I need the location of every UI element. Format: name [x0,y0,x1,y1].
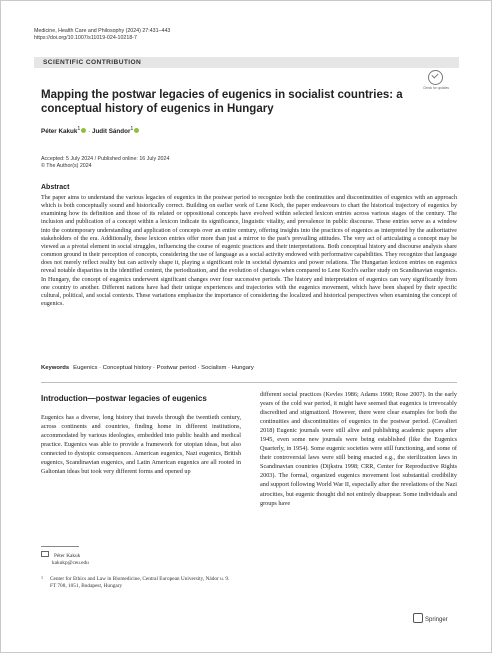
abstract-heading: Abstract [41,184,70,191]
author-name[interactable]: Judit Sándor [91,128,131,136]
publication-dates [41,156,169,170]
keywords-label: Keywords [41,365,70,371]
author-name[interactable]: Péter Kakuk [41,128,78,136]
check-updates-icon[interactable] [428,70,443,85]
left-column [41,394,241,476]
doi-link[interactable]: https://doi.org/10.1007/s11019-024-10218-7 [34,35,137,41]
author-affiliation-mark: 1 [130,126,134,132]
keywords-line [41,365,254,371]
journal-citation: Medicine, Health Care and Philosophy (2024) 27:431–443 [34,28,171,34]
publisher-name: Springer [425,617,448,623]
publisher-logo [413,613,448,623]
section-label-bar [34,57,459,68]
author-affiliation-mark: 1 [77,126,81,132]
accepted-published-dates: Accepted: 5 July 2024 / Published online: 16 July 2024 [41,156,170,162]
keywords-list: Eugenics · Conceptual history · Postwar period · Socialism · Hungary [73,365,254,371]
abstract-text: The paper aims to understand the various legacies of eugenics in the postwar period to recognize both the continuities and discontinuities of eugenics with an approach which is both conceptually sound and historically correct. Building on earlier work of Lene Koch, the paper endeavours to chart the historical trajectory of eugenics by examining how its definition and those of its related or oppositional concepts have evolved within selected lexicon entries across various stages of the century. The inclusion and publication of a concept within a lexicon indicate its significance, linguistic vitality, and prevalence in public discourse. These entries serve as a window into the contemporary understanding and application of concepts over an entire century, offering insights into the practices of eugenics as interpreted by the authoritative stakeholders of the era. Additionally, these lexicon entries offer more than just a mirror to the past's prevailing attitudes. The very act of articulating a concept may be viewed as a pivotal element in social struggles, influencing the course of eugenic practices and their interpretations. Both conceptual history and discourse analysis share common ground in their perception of concepts, considering the use of language as a social activity endowed with performative capabilities. They recognize that language does not merely reflect reality but can actively shape it, playing a significant role in societal dynamics and power relations. The Hungarian lexicon entries on eugenics reveal notable disparities in the identified content, the periodization, and the evolution of changes when compared to Lene Koch's earlier study on Scandinavian eugenics. In Hungary, the concept of eugenics underwent significant changes over four successive periods. The history and interpretation of eugenics can vary significantly from one country to another. Different nations have had their unique experiences and trajectories with the eugenics movement, which have been shaped by their specific cultural, political, and social contexts. These variations emphasize the importance of considering the localized and historical perspectives when examining the concept of eugenics. [41,195,457,308]
introduction-text-left: Eugenics has a diverse, long history that travels through the twentieth century, across continents and countries, finding home in different institutions, accommodated by various ideologies, embedded into public health and medical practice. Eugenics was able to provide a framework for utopian ideas, but also connected to dystopic consequences. American eugenics, Nazi eugenics, British eugenics, Scandinavian eugenics, and Latin American eugenics are all rooted in Galtonian ideas but took very different forms and opened up [41,414,241,476]
check-updates-label[interactable]: Check for updates [423,86,449,90]
right-column [260,390,457,508]
section-label: SCIENTIFIC CONTRIBUTION [43,58,142,66]
orcid-icon[interactable] [134,128,139,133]
introduction-heading: Introduction—postwar legacies of eugenics [41,394,207,403]
contact-email[interactable]: kakukp@ceu.edu [52,559,89,566]
copyright-notice: © The Author(s) 2024 [41,163,92,169]
introduction-text-right: different social practices (Kevles 1986; Adams 1990; Rose 2007). In the early years of the cold war period, it might have seemed that eugenics is irrevocably discredited and stigmatized. However, there were clear examples for both the continuities and discontinuities of eugenics in the postwar period. (Cavalieri 2018) Eugenic journals were still alive and publishing academic papers after 1945, even some new journals were being established (like the Eugenics Quarterly, in 1954). Some eugenic societies were still functioning, and some of their controversial laws were still being enacted e.g., the sterilization laws in Scandinavian countries (Dijkstra 1998; CRR, Center for Reproductive Rights 2003). The formal, organized eugenics movement lost substantial credibility and support following World War II, especially after the revelations of the Nazi atrocities, but eugenic thought did not entirely disappear. Some individuals and groups have [260,391,457,507]
affiliation-number: 1 [41,575,43,580]
envelope-icon [41,551,49,557]
journal-header [34,28,170,42]
paper-title: Mapping the postwar legacies of eugenics in socialist countries: a conceptual history of eugenics in Hungary [41,89,403,115]
orcid-icon[interactable] [81,128,86,133]
affiliation-text: Center for Ethics and Law in Biomedicine, Central European University, Nádor u. 9. FT 708, 1051, Budapest, Hungary [50,576,230,589]
springer-horse-icon [413,613,423,623]
contact-name: Péter Kakuk [54,553,81,559]
corresponding-author [41,551,89,566]
author-list [41,126,139,135]
section-divider [41,382,457,383]
author-separator: · [88,128,92,136]
footnote-rule [41,546,79,547]
affiliation-footnote [41,576,231,589]
